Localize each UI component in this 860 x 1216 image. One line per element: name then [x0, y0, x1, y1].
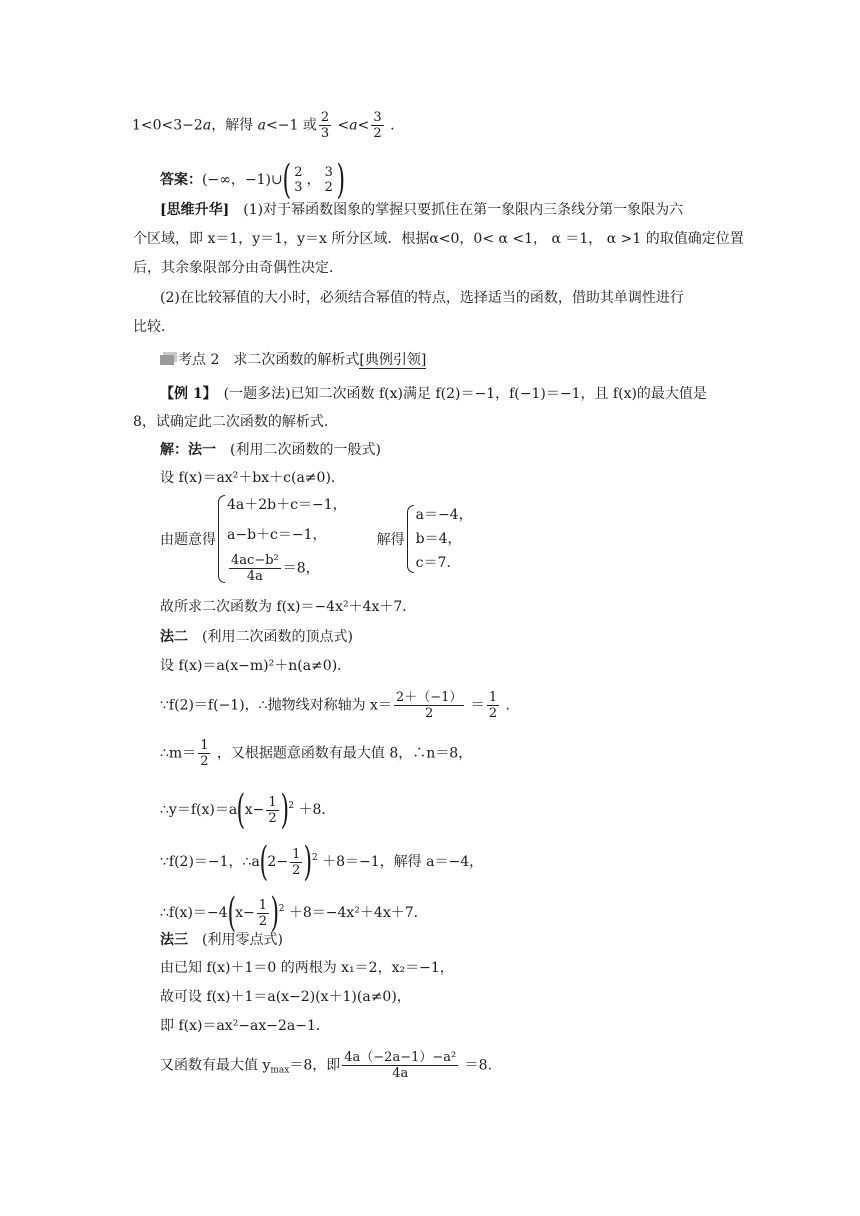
- m3-line-4: 又函数有最大值 $y_{max}=8$，即 $\frac{\text{4a（−2a−1）−a²}}{4a}$ ＝8．: [160, 1050, 502, 1081]
- think-line-2: 个区域，即 x＝1，y＝1，y＝x 所分区域．根据α<0，0< α <1， α ＝1， α >1 的取值确定位置: [133, 231, 744, 247]
- solution-method-3: 法三 (利用零点式): [160, 932, 283, 948]
- think-line-1: [思维升华] (1)对于幂函数图象的掌握只要抓住在第一象限内三条线分第一象限为六: [160, 202, 684, 218]
- topic-heading: 考点 2 求二次函数的解析式[典例引领]: [160, 350, 426, 370]
- m2-setup: 设 f(x)＝a(x−m)²＋n(a≠0)．: [160, 658, 352, 674]
- example-line-1: 【例 1】 (一题多法)已知二次函数 f(x)满足 f(2)＝−1，f(−1)＝−1，且 f(x)的最大值是: [160, 386, 707, 402]
- m2-line-solve-a: ∵f(2)＝−1，∴a(2− $\frac{1}{2}$ )$^2$ ＋8＝−1，解得 a＝−4，: [160, 839, 484, 885]
- answer-line: 答案：(−∞，−1)∪( 2 3 ， 3 2 ): [160, 157, 345, 203]
- fraction: $\frac{1}{2}$: [268, 794, 277, 826]
- fraction: $\frac{3}{2}$: [373, 110, 382, 141]
- fraction: $\frac{\text{4ac−b²}}{4a}$: [231, 553, 279, 584]
- m2-line-result: ∴f(x)＝−4(x− $\frac{1}{2}$ )$^2$ ＋8＝−4x²＋4x＋7．: [160, 890, 428, 936]
- fraction: $\frac{2+(-1)}{2}$: [395, 690, 463, 721]
- think-line-4: (2)在比较幂值的大小时，必须结合幂值的特点，选择适当的函数，借助其单调性进行: [160, 290, 684, 306]
- equation-system: 由题意得 4a＋2b＋c＝−1， a−b＋c＝−1， $\frac{\text{4ac−b²}}{4a}$ ＝8， 解得 a＝−4， b＝4， c＝7.: [160, 497, 473, 584]
- fraction: $\frac{1}{2}$: [200, 738, 209, 769]
- fraction: 2 3: [294, 165, 303, 195]
- solution-method-1: 解：法一 (利用二次函数的一般式): [160, 442, 381, 458]
- solution-result-1: 故所求二次函数为 f(x)＝−4x²＋4x＋7．: [160, 599, 417, 615]
- solution-method-2: 法二 (利用二次函数的顶点式): [160, 629, 353, 645]
- m2-line-axis: ∵f(2)＝f(−1)，∴抛物线对称轴为 x＝ $\frac{2+(-1)}{2}$ ＝ $\frac{1}{2}$ .: [160, 690, 510, 721]
- fraction: $\frac{2}{3}$: [320, 110, 330, 141]
- flag-icon: [160, 355, 174, 365]
- m3-line-3: 即 f(x)＝ax²−ax−2a−1．: [160, 1018, 330, 1034]
- fraction: $\frac{\text{4a（−2a−1）−a²}}{4a}$: [344, 1050, 457, 1081]
- think-line-5: 比较．: [133, 319, 175, 335]
- fraction: $\frac{1}{2}$: [258, 897, 268, 929]
- line-inequality: 1<0<3−2a，解得 a<−1 或 $\frac{2}{3}$ <a< $\frac{3}{2}$ .: [132, 110, 395, 141]
- fraction: 3 2: [324, 165, 333, 195]
- think-line-3: 后，其余象限部分由奇偶性决定．: [133, 260, 343, 276]
- fraction: $\frac{1}{2}$: [292, 846, 301, 878]
- fraction: $\frac{1}{2}$: [488, 690, 498, 721]
- m2-line-vertex-form: ∴y＝f(x)＝a(x− $\frac{1}{2}$ )$^2$ ＋8．: [160, 787, 336, 833]
- m3-line-2: 故可设 f(x)＋1＝a(x−2)(x＋1)(a≠0)，: [160, 989, 411, 1005]
- solution-setup-1: 设 f(x)＝ax²＋bx＋c(a≠0)．: [160, 470, 345, 486]
- example-line-2: 8，试确定此二次函数的解析式．: [133, 414, 338, 430]
- m2-line-m: ∴m＝ $\frac{1}{2}$ ，又根据题意函数有最大值 8，∴n＝8，: [160, 738, 473, 769]
- m3-line-1: 由已知 f(x)＋1＝0 的两根为 x₁＝2，x₂＝−1，: [160, 960, 454, 976]
